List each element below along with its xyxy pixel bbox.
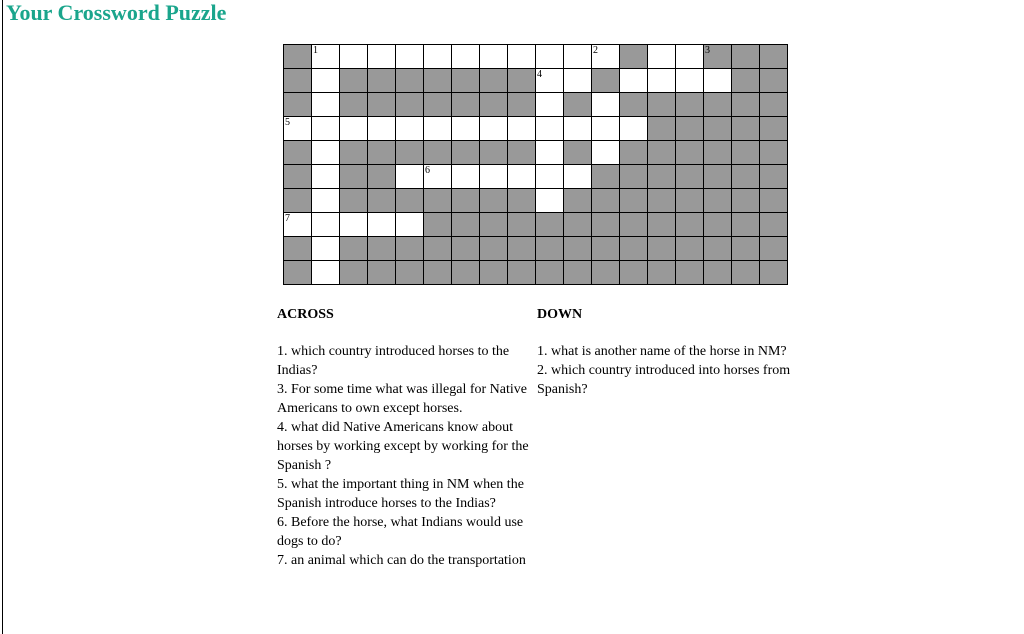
grid-answer-cell[interactable]: [340, 213, 368, 237]
grid-block-cell: [284, 93, 312, 117]
grid-answer-cell[interactable]: [396, 117, 424, 141]
grid-block-cell: [704, 213, 732, 237]
grid-answer-cell[interactable]: [312, 45, 340, 69]
grid-block-cell: [564, 213, 592, 237]
grid-block-cell: [452, 213, 480, 237]
grid-block-cell: [284, 69, 312, 93]
grid-block-cell: [452, 141, 480, 165]
grid-answer-cell[interactable]: [592, 141, 620, 165]
grid-block-cell: [424, 237, 452, 261]
grid-block-cell: [704, 189, 732, 213]
grid-block-cell: [340, 261, 368, 285]
grid-block-cell: [760, 213, 788, 237]
grid-block-cell: [732, 237, 760, 261]
grid-block-cell: [620, 165, 648, 189]
down-heading: DOWN: [537, 307, 583, 322]
grid-answer-cell[interactable]: [312, 69, 340, 93]
grid-block-cell: [676, 165, 704, 189]
grid-block-cell: [732, 93, 760, 117]
clue-number: 1: [313, 45, 318, 56]
grid-block-cell: [620, 189, 648, 213]
grid-answer-cell[interactable]: [452, 117, 480, 141]
grid-block-cell: [564, 141, 592, 165]
grid-block-cell: [620, 261, 648, 285]
grid-block-cell: [452, 69, 480, 93]
grid-answer-cell[interactable]: [508, 45, 536, 69]
grid-block-cell: [536, 261, 564, 285]
grid-answer-cell[interactable]: [424, 117, 452, 141]
grid-block-cell: [732, 117, 760, 141]
grid-block-cell: [564, 93, 592, 117]
grid-block-cell: [480, 237, 508, 261]
clue-number: 7: [285, 213, 290, 224]
grid-block-cell: [648, 165, 676, 189]
grid-block-cell: [620, 141, 648, 165]
grid-block-cell: [676, 117, 704, 141]
grid-block-cell: [508, 141, 536, 165]
grid-block-cell: [760, 237, 788, 261]
grid-block-cell: [732, 165, 760, 189]
grid-block-cell: [480, 189, 508, 213]
grid-block-cell: [564, 261, 592, 285]
grid-block-cell: [508, 93, 536, 117]
across-clue: 1. which country introduced horses to the Indias?: [277, 344, 510, 378]
grid-block-cell: [396, 237, 424, 261]
grid-block-cell: [368, 93, 396, 117]
grid-answer-cell[interactable]: [284, 117, 312, 141]
grid-block-cell: [648, 189, 676, 213]
clue-number: 4: [537, 69, 542, 80]
grid-answer-cell[interactable]: [312, 165, 340, 189]
grid-block-cell: [340, 165, 368, 189]
grid-answer-cell[interactable]: [536, 45, 564, 69]
down-clue: 2. which country introduced into horses from Spanish?: [537, 363, 791, 397]
grid-block-cell: [424, 213, 452, 237]
grid-answer-cell[interactable]: [396, 45, 424, 69]
grid-block-cell: [760, 141, 788, 165]
grid-block-cell: [480, 69, 508, 93]
grid-block-cell: [424, 189, 452, 213]
grid-block-cell: [284, 165, 312, 189]
grid-block-cell: [340, 93, 368, 117]
grid-answer-cell[interactable]: [368, 117, 396, 141]
across-clue: 4. what did Native Americans know about horses by working except by working for the Spanish ?: [277, 420, 529, 473]
grid-block-cell: [396, 189, 424, 213]
grid-block-cell: [452, 237, 480, 261]
grid-answer-cell[interactable]: [480, 117, 508, 141]
grid-block-cell: [480, 261, 508, 285]
grid-block-cell: [676, 237, 704, 261]
grid-block-cell: [732, 45, 760, 69]
grid-block-cell: [704, 141, 732, 165]
down-clues: [537, 305, 795, 399]
grid-block-cell: [368, 69, 396, 93]
grid-answer-cell[interactable]: [368, 45, 396, 69]
grid-block-cell: [648, 237, 676, 261]
grid-block-cell: [396, 93, 424, 117]
across-clue: 3. For some time what was illegal for Native Americans to own except horses.: [277, 382, 527, 416]
grid-block-cell: [676, 261, 704, 285]
grid-block-cell: [676, 93, 704, 117]
grid-block-cell: [704, 261, 732, 285]
clue-number: 2: [593, 45, 598, 56]
grid-answer-cell[interactable]: [396, 165, 424, 189]
grid-block-cell: [704, 45, 732, 69]
grid-block-cell: [592, 189, 620, 213]
grid-block-cell: [396, 261, 424, 285]
grid-block-cell: [368, 237, 396, 261]
grid-block-cell: [648, 141, 676, 165]
grid-block-cell: [508, 261, 536, 285]
grid-block-cell: [508, 69, 536, 93]
grid-answer-cell[interactable]: [620, 69, 648, 93]
grid-block-cell: [592, 213, 620, 237]
clue-number: 5: [285, 117, 290, 128]
grid-answer-cell[interactable]: [676, 69, 704, 93]
grid-answer-cell[interactable]: [536, 93, 564, 117]
grid-block-cell: [620, 237, 648, 261]
grid-answer-cell[interactable]: [396, 213, 424, 237]
grid-block-cell: [424, 141, 452, 165]
grid-answer-cell[interactable]: [536, 165, 564, 189]
grid-answer-cell[interactable]: [564, 69, 592, 93]
grid-block-cell: [760, 45, 788, 69]
grid-block-cell: [452, 189, 480, 213]
grid-answer-cell[interactable]: [536, 141, 564, 165]
grid-block-cell: [648, 93, 676, 117]
grid-block-cell: [648, 261, 676, 285]
grid-answer-cell[interactable]: [564, 165, 592, 189]
grid-block-cell: [284, 45, 312, 69]
grid-answer-cell[interactable]: [704, 69, 732, 93]
grid-block-cell: [564, 189, 592, 213]
grid-answer-cell[interactable]: [620, 117, 648, 141]
across-heading: ACROSS: [277, 307, 334, 322]
across-clue: 7. an animal which can do the transportation: [277, 553, 526, 568]
across-clues: [277, 305, 535, 570]
grid-block-cell: [480, 213, 508, 237]
grid-block-cell: [340, 237, 368, 261]
grid-block-cell: [676, 141, 704, 165]
grid-block-cell: [704, 237, 732, 261]
grid-block-cell: [480, 141, 508, 165]
grid-block-cell: [452, 261, 480, 285]
grid-answer-cell[interactable]: [424, 165, 452, 189]
grid-answer-cell[interactable]: [312, 261, 340, 285]
grid-answer-cell[interactable]: [312, 213, 340, 237]
grid-answer-cell[interactable]: [648, 69, 676, 93]
grid-answer-cell[interactable]: [312, 93, 340, 117]
grid-block-cell: [368, 141, 396, 165]
grid-block-cell: [760, 165, 788, 189]
grid-block-cell: [704, 165, 732, 189]
grid-block-cell: [396, 69, 424, 93]
grid-answer-cell[interactable]: [564, 117, 592, 141]
grid-block-cell: [452, 93, 480, 117]
grid-answer-cell[interactable]: [312, 141, 340, 165]
grid-block-cell: [284, 189, 312, 213]
grid-block-cell: [620, 213, 648, 237]
grid-block-cell: [368, 261, 396, 285]
page-title: Your Crossword Puzzle: [6, 0, 227, 25]
grid-block-cell: [648, 213, 676, 237]
grid-block-cell: [760, 93, 788, 117]
grid-answer-cell[interactable]: [592, 93, 620, 117]
grid-answer-cell[interactable]: [312, 117, 340, 141]
grid-block-cell: [284, 261, 312, 285]
grid-block-cell: [732, 69, 760, 93]
grid-block-cell: [732, 189, 760, 213]
grid-block-cell: [704, 117, 732, 141]
grid-block-cell: [676, 213, 704, 237]
grid-block-cell: [760, 117, 788, 141]
down-clue: 1. what is another name of the horse in NM?: [537, 344, 787, 359]
across-clue: 6. Before the horse, what Indians would use dogs to do?: [277, 515, 524, 549]
grid-answer-cell[interactable]: [480, 165, 508, 189]
grid-block-cell: [284, 141, 312, 165]
grid-answer-cell[interactable]: [648, 45, 676, 69]
grid-block-cell: [340, 189, 368, 213]
across-clue: 5. what the important thing in NM when the Spanish introduce horses to the Indias?: [277, 477, 524, 511]
grid-answer-cell[interactable]: [368, 213, 396, 237]
grid-block-cell: [732, 141, 760, 165]
page-left-border: [2, 0, 3, 634]
grid-block-cell: [508, 189, 536, 213]
grid-block-cell: [760, 189, 788, 213]
grid-answer-cell[interactable]: [592, 45, 620, 69]
grid-answer-cell[interactable]: [424, 45, 452, 69]
grid-block-cell: [620, 93, 648, 117]
grid-answer-cell[interactable]: [312, 189, 340, 213]
grid-block-cell: [508, 213, 536, 237]
grid-block-cell: [424, 69, 452, 93]
clue-number: 3: [705, 45, 710, 56]
grid-block-cell: [592, 165, 620, 189]
grid-block-cell: [536, 213, 564, 237]
grid-answer-cell[interactable]: [452, 165, 480, 189]
down-clue-list: [537, 342, 795, 399]
grid-block-cell: [340, 69, 368, 93]
grid-block-cell: [704, 93, 732, 117]
grid-answer-cell[interactable]: [340, 45, 368, 69]
grid-answer-cell[interactable]: [508, 165, 536, 189]
grid-block-cell: [592, 69, 620, 93]
grid-answer-cell[interactable]: [536, 189, 564, 213]
crossword-grid: [283, 44, 788, 285]
grid-answer-cell[interactable]: [536, 117, 564, 141]
grid-block-cell: [508, 237, 536, 261]
grid-answer-cell[interactable]: [508, 117, 536, 141]
grid-block-cell: [760, 69, 788, 93]
grid-block-cell: [424, 261, 452, 285]
clue-number: 6: [425, 165, 430, 176]
across-clue-list: [277, 342, 535, 570]
grid-block-cell: [368, 165, 396, 189]
grid-block-cell: [564, 237, 592, 261]
grid-block-cell: [396, 141, 424, 165]
grid-answer-cell[interactable]: [284, 213, 312, 237]
grid-answer-cell[interactable]: [592, 117, 620, 141]
grid-answer-cell[interactable]: [536, 69, 564, 93]
grid-answer-cell[interactable]: [452, 45, 480, 69]
grid-block-cell: [284, 237, 312, 261]
grid-block-cell: [648, 117, 676, 141]
grid-answer-cell[interactable]: [340, 117, 368, 141]
grid-block-cell: [536, 237, 564, 261]
grid-block-cell: [760, 261, 788, 285]
grid-block-cell: [676, 189, 704, 213]
grid-answer-cell[interactable]: [676, 45, 704, 69]
grid-block-cell: [620, 45, 648, 69]
grid-block-cell: [732, 213, 760, 237]
grid-block-cell: [592, 237, 620, 261]
grid-block-cell: [732, 261, 760, 285]
grid-answer-cell[interactable]: [480, 45, 508, 69]
grid-block-cell: [480, 93, 508, 117]
grid-block-cell: [368, 189, 396, 213]
grid-answer-cell[interactable]: [564, 45, 592, 69]
grid-block-cell: [424, 93, 452, 117]
grid-block-cell: [592, 261, 620, 285]
grid-block-cell: [340, 141, 368, 165]
grid-answer-cell[interactable]: [312, 237, 340, 261]
